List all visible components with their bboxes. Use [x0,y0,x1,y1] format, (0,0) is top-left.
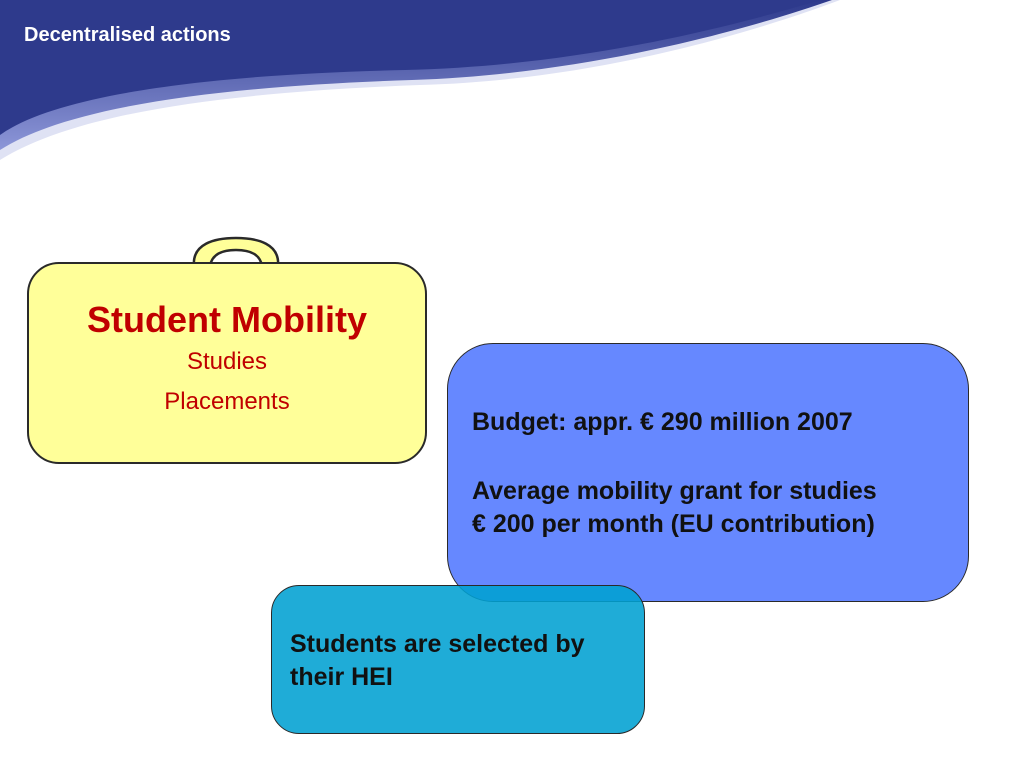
grant-amount-text: € 200 per month (EU contribution) [472,510,875,538]
selection-text-line1: Students are selected by [290,630,585,658]
placements-item: Placements [164,388,290,415]
budget-box [447,343,969,602]
grant-text: Average mobility grant for studies [472,477,877,505]
selection-box [271,585,645,734]
student-mobility-title: Student Mobility [87,299,367,340]
studies-item: Studies [186,348,268,375]
budget-text: Budget: appr. € 290 million 2007 [472,408,853,436]
student-mobility-suitcase [27,262,427,464]
selection-text-line2: their HEI [290,663,393,691]
slide-title: Decentralised actions [24,24,231,46]
